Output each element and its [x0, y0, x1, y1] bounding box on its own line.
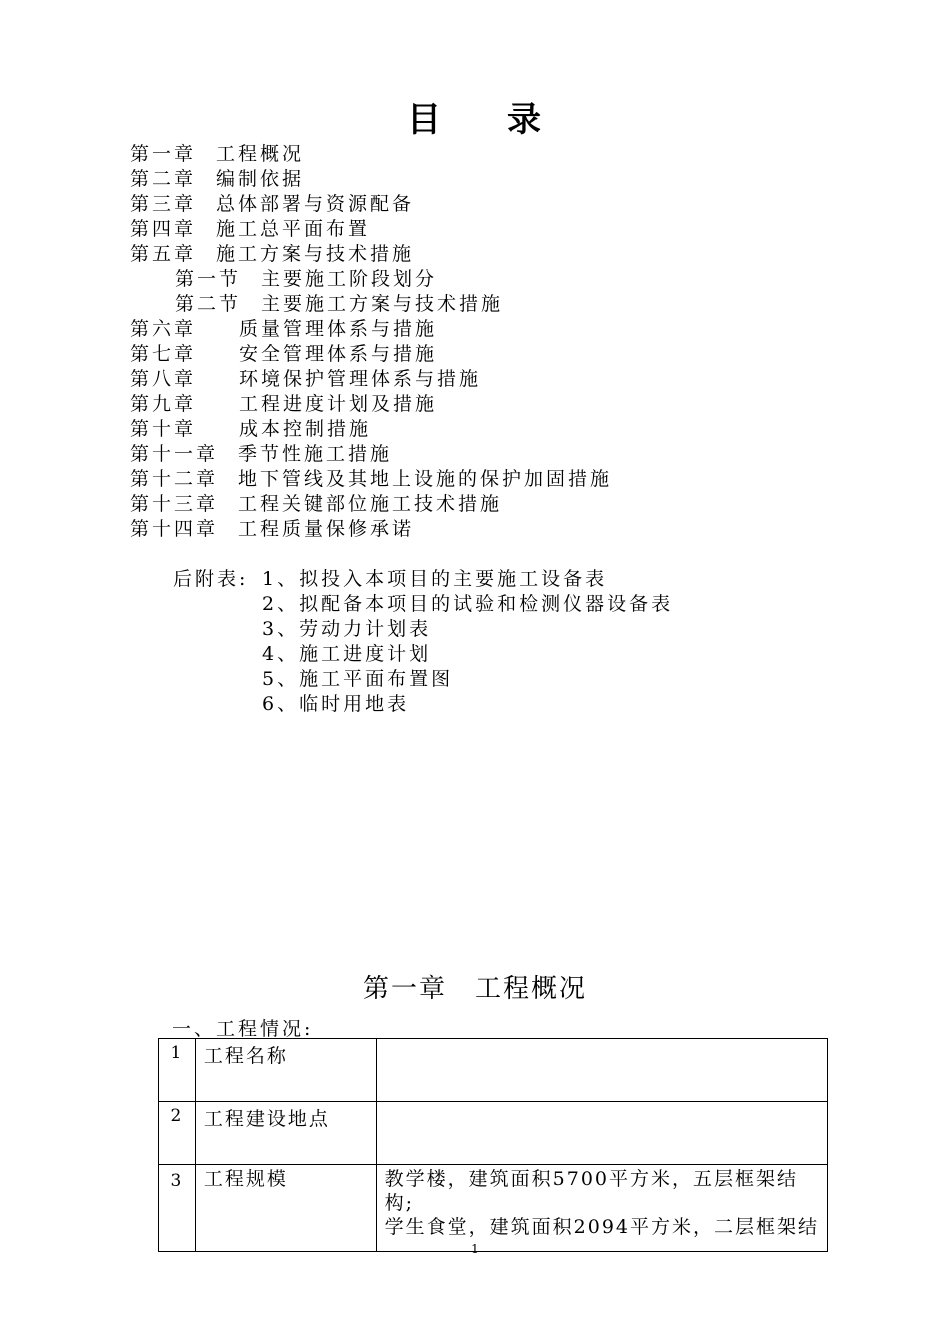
toc-entry-title: 环境保护管理体系与措施 — [239, 368, 482, 390]
toc-entry-num: 第八章 — [130, 368, 197, 390]
toc-subentry — [175, 267, 437, 291]
toc-title-left: 目 — [407, 100, 443, 140]
toc-entry-num: 第一章 — [130, 143, 197, 165]
row-value — [376, 1039, 827, 1102]
toc-entry — [130, 517, 414, 541]
toc-title-right: 录 — [507, 100, 543, 140]
section-heading: 一、工程情况: — [172, 1018, 314, 1040]
toc-entry — [130, 367, 481, 391]
toc-entry-title: 季节性施工措施 — [238, 443, 393, 465]
row-value — [376, 1165, 827, 1252]
toc-entry-num: 第二章 — [130, 168, 197, 190]
value-line: 学生食堂，建筑面积2094平方米，二层框架结 — [384, 1216, 819, 1238]
page-number: 1 — [471, 1242, 479, 1256]
toc-entry — [130, 417, 371, 441]
row-label: 工程建设地点 — [195, 1102, 376, 1165]
toc-entry-num: 第五章 — [130, 243, 197, 265]
toc-entry-num: 第十二章 — [130, 468, 219, 490]
appendix-item: 6、临时用地表 — [262, 693, 410, 715]
toc-entry — [130, 467, 612, 491]
toc-entry-num: 第十一章 — [130, 443, 219, 465]
toc-entry-num: 第二节 — [175, 293, 242, 315]
toc-entry-num: 第十三章 — [130, 493, 219, 515]
toc-entry — [130, 217, 370, 241]
toc-entry-title: 工程进度计划及措施 — [239, 393, 438, 415]
toc-entry-num: 第四章 — [130, 218, 197, 240]
toc-entry-title: 安全管理体系与措施 — [239, 343, 438, 365]
value-line: 教学楼，建筑面积5700平方米，五层框架结构; — [384, 1168, 798, 1214]
toc-entry-num: 第十章 — [130, 418, 197, 440]
appendix-label: 后附表: — [173, 568, 249, 590]
appendix-item: 3、劳动力计划表 — [262, 618, 432, 640]
toc-entry-num: 第三章 — [130, 193, 197, 215]
toc-entry-num: 第一节 — [175, 268, 242, 290]
toc-entry — [130, 242, 414, 266]
chapter-num: 第一章 — [362, 974, 447, 1004]
toc-entry-title: 施工总平面布置 — [216, 218, 371, 240]
toc-entry — [130, 142, 304, 166]
row-label: 工程规模 — [195, 1165, 376, 1252]
toc-entry-title: 成本控制措施 — [239, 418, 372, 440]
toc-entry — [130, 342, 437, 366]
toc-entry-num: 第十四章 — [130, 518, 219, 540]
row-number: 1 — [159, 1039, 196, 1102]
toc-title — [0, 92, 950, 141]
row-value — [376, 1102, 827, 1165]
row-number: 2 — [159, 1102, 196, 1165]
toc-entry-title: 工程关键部位施工技术措施 — [238, 493, 503, 515]
table-row — [159, 1165, 828, 1252]
toc-entry-num: 第六章 — [130, 318, 197, 340]
toc-entry-title: 工程质量保修承诺 — [238, 518, 415, 540]
table-row — [159, 1039, 828, 1102]
toc-entry-num: 第七章 — [130, 343, 197, 365]
toc-entry-title: 地下管线及其地上设施的保护加固措施 — [238, 468, 613, 490]
table-row — [159, 1102, 828, 1165]
appendix-item: 5、施工平面布置图 — [262, 668, 454, 690]
toc-entry-title: 质量管理体系与措施 — [239, 318, 438, 340]
toc-entry-title: 主要施工方案与技术措施 — [261, 293, 504, 315]
toc-entry-title: 施工方案与技术措施 — [216, 243, 415, 265]
toc-entry — [130, 317, 437, 341]
row-number: 3 — [159, 1165, 196, 1252]
appendix-item: 4、施工进度计划 — [262, 643, 432, 665]
chapter-title: 工程概况 — [475, 974, 588, 1004]
toc-entry-num: 第九章 — [130, 393, 197, 415]
toc-subentry — [175, 292, 503, 316]
toc-entry-title: 主要施工阶段划分 — [261, 268, 438, 290]
toc-entry — [130, 192, 414, 216]
project-info-table — [158, 1038, 828, 1252]
toc-entry — [130, 492, 502, 516]
toc-entry-title: 编制依据 — [216, 168, 305, 190]
appendix-item: 1、拟投入本项目的主要施工设备表 — [262, 568, 608, 590]
toc-entry-title: 总体部署与资源配备 — [216, 193, 415, 215]
toc-entry-title: 工程概况 — [216, 143, 305, 165]
toc-entry — [130, 442, 392, 466]
toc-entry — [130, 392, 437, 416]
chapter-heading — [0, 968, 950, 1005]
appendix-item: 2、拟配备本项目的试验和检测仪器设备表 — [262, 593, 674, 615]
row-label: 工程名称 — [195, 1039, 376, 1102]
toc-entry — [130, 167, 304, 191]
